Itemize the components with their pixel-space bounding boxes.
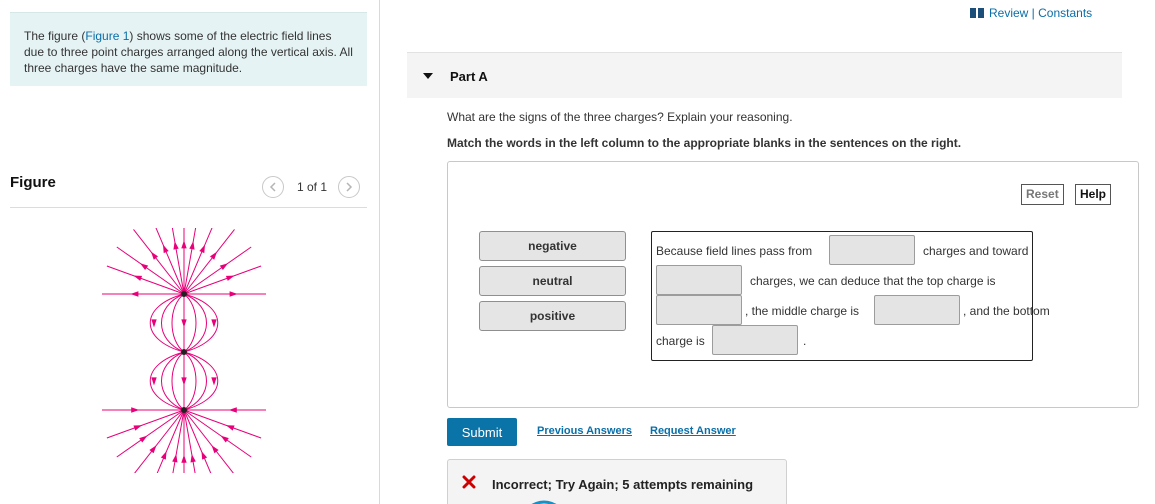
loop-arrow-2: [151, 377, 156, 385]
top-charge-line-4: [170, 228, 184, 294]
electric-field-figure: [100, 228, 270, 473]
top-charge-arrow-9: [220, 263, 228, 270]
sentence-area: [651, 231, 1050, 361]
axis-arrow-0: [181, 319, 186, 327]
prev-figure-button[interactable]: [262, 176, 284, 198]
matching-panel: [447, 161, 1139, 408]
figure-link[interactable]: Figure 1: [85, 29, 130, 43]
middle-charge-dot: [181, 349, 187, 355]
top-charge-line-6: [184, 228, 198, 294]
bottom-charge-dot: [181, 407, 187, 413]
top-charge-arrow-10: [226, 276, 235, 281]
incorrect-x-icon: [462, 475, 476, 489]
sentence-fragment-4: , the middle charge is: [745, 304, 860, 318]
top-charge-arrow-0: [134, 276, 143, 281]
part-a-header[interactable]: [407, 52, 1122, 98]
word-tile-neutral[interactable]: neutral: [479, 266, 626, 296]
top-charge-arrow-4: [173, 241, 178, 249]
figure-divider: [10, 207, 367, 208]
blank-4[interactable]: [874, 295, 960, 325]
upper-loop-right-a: [184, 294, 196, 352]
part-a-title: Part A: [450, 69, 488, 84]
bottom-charge-arrow-12: [131, 407, 139, 412]
word-tile-negative[interactable]: negative: [479, 231, 626, 261]
reset-button[interactable]: Reset: [1021, 184, 1064, 205]
problem-text: [24, 28, 354, 76]
loop-arrow-1: [211, 319, 216, 327]
blank-5[interactable]: [712, 325, 798, 355]
chevron-left-icon: [269, 182, 277, 192]
blank-3[interactable]: [656, 295, 742, 325]
sentence-fragment-5: , and the bottom: [963, 304, 1050, 318]
bottom-charge-arrow-9: [221, 436, 229, 443]
bottom-charge-arrow-6: [191, 454, 196, 462]
bottom-charge-arrow-10: [226, 425, 235, 430]
bottom-charge-arrow-0: [133, 425, 142, 430]
bottom-charge-arrow-8: [212, 445, 219, 453]
axis-arrow-1: [181, 377, 186, 385]
top-charge-dot: [181, 291, 187, 297]
top-charge-arrow-3: [163, 245, 169, 254]
blank-2[interactable]: [656, 265, 742, 295]
upper-loop-left-a: [172, 294, 184, 352]
bottom-charge-arrow-11: [229, 407, 237, 412]
top-charge-arrow-6: [189, 241, 194, 249]
sentence-fragment-7: .: [803, 334, 807, 348]
bottom-charge-arrow-3: [161, 451, 167, 460]
upper-loop-right-b: [184, 294, 207, 352]
top-charge-arrow-11: [230, 291, 238, 296]
top-charge-arrow-5: [181, 240, 186, 248]
feedback-box: [447, 459, 787, 504]
bottom-charge-arrow-4: [172, 454, 177, 462]
help-button[interactable]: Help: [1075, 184, 1111, 205]
feedback-indicator-icon: [524, 498, 564, 504]
feedback-text: Incorrect; Try Again; 5 attempts remaining: [492, 477, 754, 492]
chevron-right-icon: [345, 182, 353, 192]
figure-title: Figure: [10, 174, 56, 191]
bottom-charge-arrow-7: [201, 451, 207, 460]
request-answer-link[interactable]: Request Answer: [650, 425, 736, 437]
review-constants-label: Review | Constants: [989, 6, 1093, 20]
bottom-charge-arrow-1: [139, 436, 147, 443]
bottom-charge-arrow-5: [181, 455, 186, 463]
lower-loop-left-a: [172, 352, 184, 410]
top-charge-arrow-12: [130, 291, 138, 296]
lower-loop-right-a: [184, 352, 196, 410]
column-divider: [379, 0, 380, 504]
figure-page-count: 1 of 1: [297, 180, 328, 194]
sentence-fragment-1: Because field lines pass from: [656, 244, 813, 258]
upper-loop-left-b: [162, 294, 185, 352]
problem-text-end: ) shows some of the electric field lines due to three point charges arranged along the vertical axis. All three charges have the same magnitude.: [24, 29, 353, 75]
problem-statement: [10, 12, 367, 86]
loop-arrow-0: [151, 319, 156, 327]
submit-button[interactable]: Submit: [447, 418, 517, 446]
instruction-text: Match the words in the left column to the appropriate blanks in the sentences on the right.: [447, 136, 962, 150]
next-figure-button[interactable]: [338, 176, 360, 198]
figure-pager: [262, 176, 360, 198]
top-charge-arrow-8: [210, 252, 217, 260]
top-charge-arrow-7: [199, 245, 205, 254]
top-charge-arrow-2: [151, 252, 158, 260]
question-text: What are the signs of the three charges? Explain your reasoning.: [447, 110, 793, 124]
collapse-caret-icon[interactable]: [423, 73, 433, 79]
lower-loop-left-b: [162, 352, 185, 410]
previous-answers-link[interactable]: Previous Answers: [537, 425, 632, 437]
word-tile-positive[interactable]: positive: [479, 301, 626, 331]
bottom-charge-arrow-2: [149, 445, 156, 453]
review-constants-link[interactable]: [970, 6, 1092, 20]
top-charge-arrow-1: [140, 263, 148, 270]
problem-text-start: The figure (: [24, 29, 86, 43]
blank-1[interactable]: [829, 235, 915, 265]
sentence-fragment-2: charges and toward: [923, 244, 1029, 258]
lower-loop-right-b: [184, 352, 207, 410]
loop-arrow-3: [211, 377, 216, 385]
sentence-fragment-6: charge is: [656, 334, 705, 348]
book-icon: [970, 8, 984, 18]
sentence-fragment-3: charges, we can deduce that the top charge is: [750, 274, 996, 288]
